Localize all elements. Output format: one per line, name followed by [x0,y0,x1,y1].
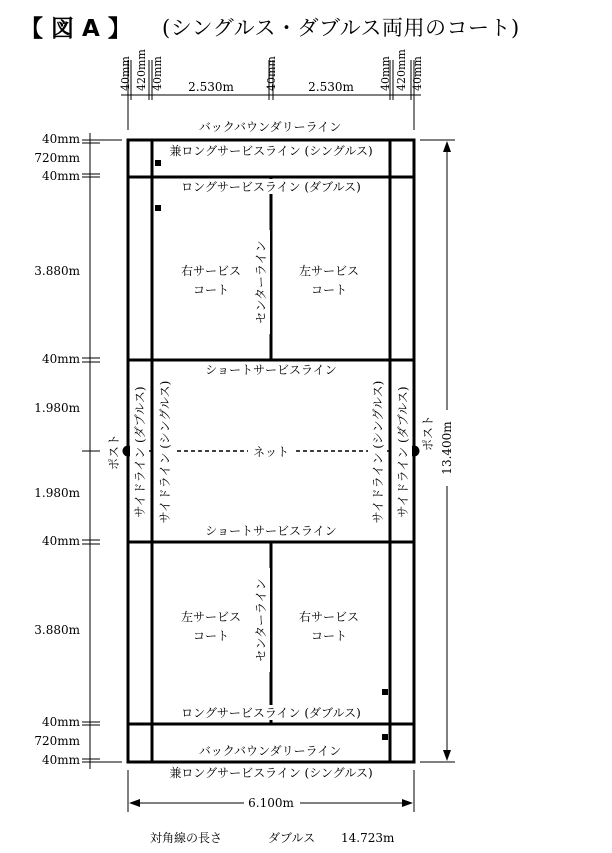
court-label: コート [310,283,348,297]
diagonal-type: ダブルス [268,831,316,845]
left-dim-label: 1.980m [34,486,80,500]
left-dim-label: 1.980m [34,401,80,415]
top-dim-label: 2.530m [308,80,354,94]
top-dim-label: 40mm [379,56,392,91]
total-length-label: 13.400m [440,421,454,475]
figure-title: (シングルス・ダブルス両用のコート) [162,16,520,40]
post-label-left: ポスト [107,433,121,471]
right-service-court-label-top: 右サービス [180,264,242,278]
left-service-court-label-bottom: 左サービス [180,610,242,624]
left-dim-label: 3.880m [34,264,80,278]
left-dim-label: 40mm [41,132,80,146]
left-dim-label: 40mm [41,534,80,548]
marker-square [155,205,161,211]
long-service-singles-label-bottom: 兼ロングサービスライン (シングルス) [169,766,373,780]
long-service-singles-label-top: 兼ロングサービスライン (シングルス) [169,144,373,158]
left-dim-label: 720mm [34,734,80,748]
right-service-court-label-bottom: 右サービス [298,610,360,624]
net-label: ネット [252,445,290,459]
top-dim-label: 40mm [265,56,278,91]
top-dim-label: 420mm [135,49,148,91]
top-dim-label: 2.530m [188,80,234,94]
left-dim-label: 40mm [41,169,80,183]
sideline-doubles-label-left: サイドライン (ダブルス) [133,386,147,518]
top-dim-label: 40mm [119,56,132,91]
post-label-right: ポスト [421,414,435,452]
left-dim-label: 720mm [34,151,80,165]
court-label: コート [310,629,348,643]
left-dim-label: 3.880m [34,623,80,637]
left-dim-label: 40mm [41,352,80,366]
court-label: コート [192,629,230,643]
sideline-singles-label-right: サイドライン (シングルス) [371,380,385,524]
top-dim-label: 420mm [395,49,408,91]
marker-square [155,160,161,166]
center-line-label-top: センターライン [254,240,268,324]
marker-square [382,689,388,695]
figure-label: 【 図 A 】 [20,16,131,42]
court-label: コート [192,283,230,297]
diagonal-value: 14.723m [341,831,395,845]
left-dim-label: 40mm [41,753,80,767]
long-service-doubles-label-bottom: ロングサービスライン (ダブルス) [181,706,361,720]
sideline-doubles-label-right: サイドライン (ダブルス) [396,386,410,518]
back-boundary-label-bottom: バックバウンダリーライン [198,744,342,758]
diagonal-label: 対角線の長さ [150,831,223,845]
left-service-court-label-top: 左サービス [298,264,360,278]
short-service-line-label-bottom: ショートサービスライン [205,524,337,538]
center-line-label-bottom: センターライン [254,578,268,662]
left-dim-label: 40mm [41,715,80,729]
short-service-line-label-top: ショートサービスライン [205,363,337,377]
top-dim-label: 40mm [151,56,164,91]
long-service-doubles-label-top: ロングサービスライン (ダブルス) [181,180,361,194]
marker-square [382,734,388,740]
sideline-singles-label-left: サイドライン (シングルス) [158,380,172,524]
total-width-label: 6.100m [248,796,294,810]
top-dim-label: 40mm [411,56,424,91]
back-boundary-label-top: バックバウンダリーライン [198,120,342,134]
